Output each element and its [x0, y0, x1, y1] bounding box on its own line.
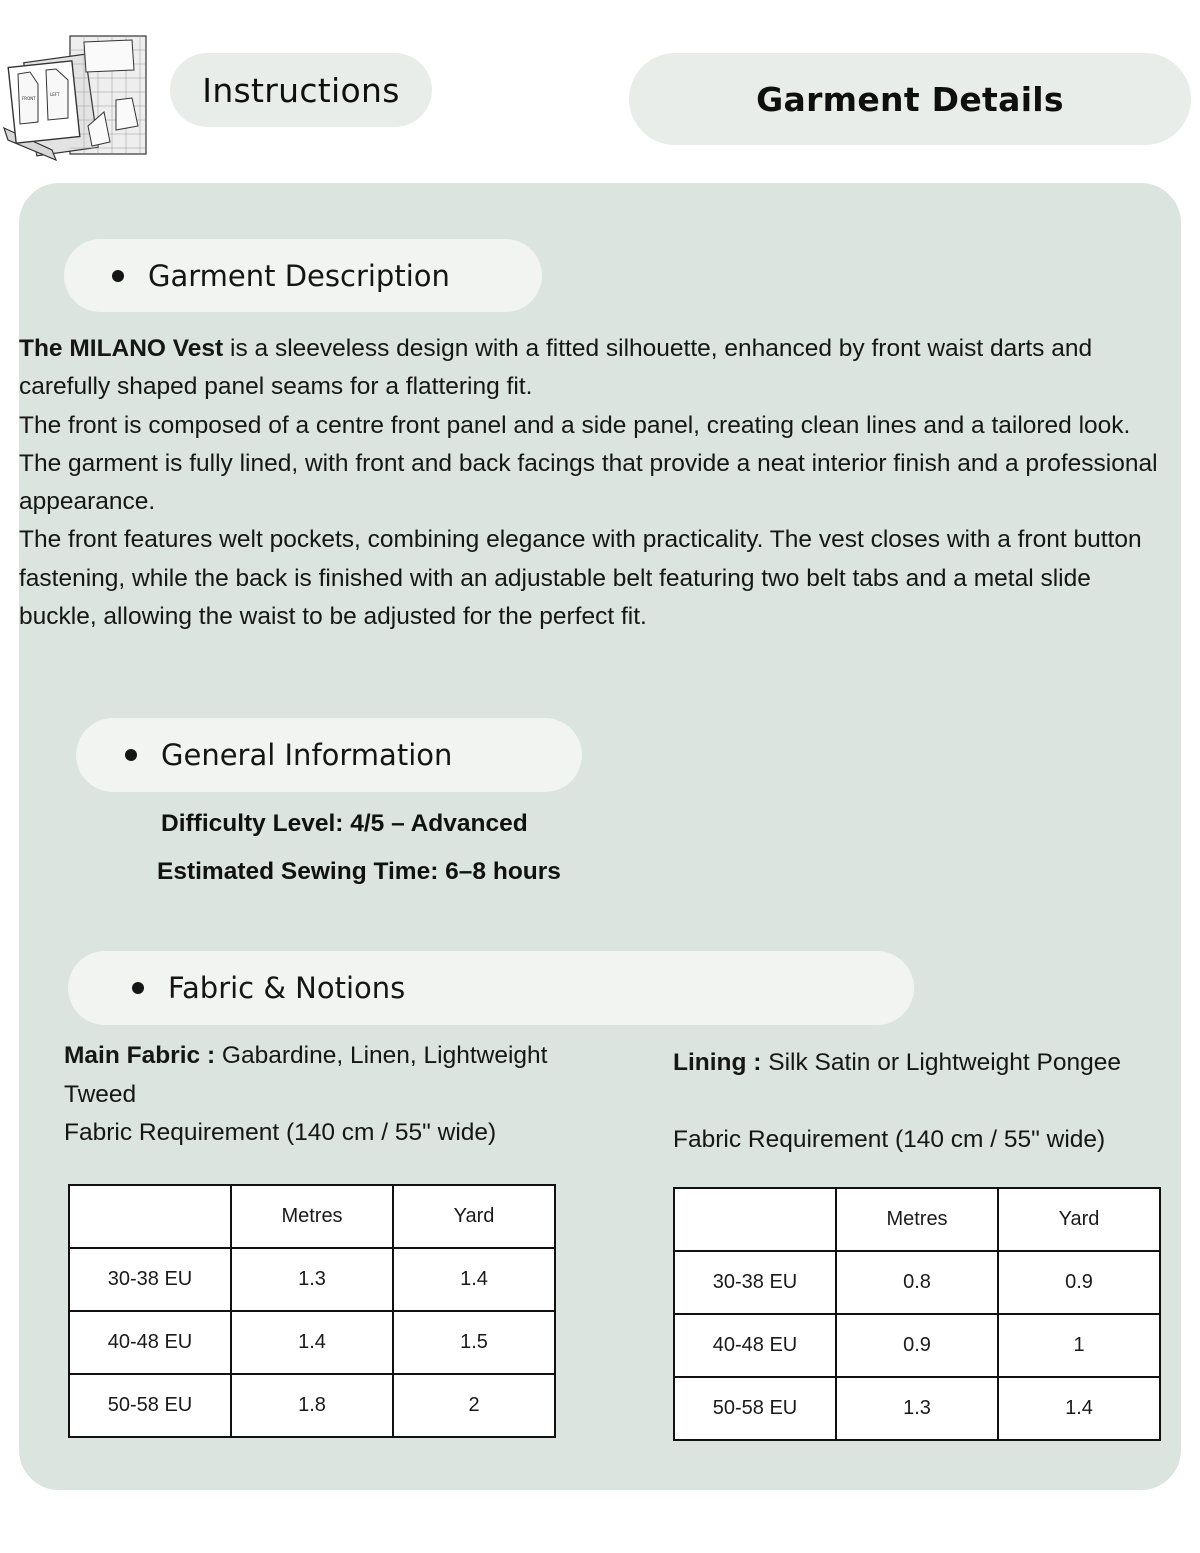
garment-description-text	[19, 330, 1169, 636]
metres-cell: 1.3	[231, 1248, 393, 1311]
table-row	[69, 1311, 555, 1374]
metres-cell: 1.4	[231, 1311, 393, 1374]
bullet-icon	[132, 982, 144, 994]
table-header-cell: Yard	[393, 1185, 555, 1248]
size-cell: 40-48 EU	[674, 1314, 836, 1377]
main-fabric: Main Fabric : Gabardine, Linen, Lightweight Tweed	[64, 1042, 548, 1108]
yard-cell: 1.4	[393, 1248, 555, 1311]
lining-fabric-table	[673, 1187, 1161, 1441]
lining-fabric: Lining : Silk Satin or Lightweight Pongee	[673, 1049, 1122, 1076]
svg-text:FRONT: FRONT	[22, 96, 36, 101]
metres-cell: 1.8	[231, 1374, 393, 1437]
difficulty-level: Difficulty Level: 4/5 – Advanced	[161, 810, 528, 837]
table-header-cell	[674, 1188, 836, 1251]
size-cell: 30-38 EU	[674, 1251, 836, 1314]
sewing-time: Estimated Sewing Time: 6–8 hours	[157, 858, 561, 885]
bullet-icon	[125, 749, 137, 761]
metres-cell: 0.8	[836, 1251, 998, 1314]
section-fabric-notions	[68, 951, 914, 1025]
pattern-logo-icon	[0, 30, 152, 162]
table-header-cell: Yard	[998, 1188, 1160, 1251]
instructions-tab[interactable]	[170, 53, 432, 127]
table-row	[674, 1251, 1160, 1314]
yard-cell: 1.4	[998, 1377, 1160, 1440]
description-paragraph: The front features welt pockets, combining elegance with practicality. The vest closes with a front button fastening, while the back is finished with an adjustable belt featuring two belt tabs and a metal slide buckle, allowing the waist to be adjusted for the perfect fit.	[19, 526, 1142, 631]
section-title: Garment Description	[148, 258, 450, 293]
table-header-row	[674, 1188, 1160, 1251]
table-header-cell: Metres	[836, 1188, 998, 1251]
size-cell: 50-58 EU	[69, 1374, 231, 1437]
yard-cell: 0.9	[998, 1251, 1160, 1314]
table-header-cell: Metres	[231, 1185, 393, 1248]
table-header-cell	[69, 1185, 231, 1248]
garment-details-label: Garment Details	[756, 79, 1064, 119]
size-cell: 30-38 EU	[69, 1248, 231, 1311]
section-garment-description	[64, 239, 542, 312]
instructions-label: Instructions	[202, 70, 400, 110]
garment-details-tab[interactable]	[629, 53, 1191, 145]
table-header-row	[69, 1185, 555, 1248]
yard-cell: 1	[998, 1314, 1160, 1377]
table-row	[674, 1377, 1160, 1440]
metres-cell: 1.3	[836, 1377, 998, 1440]
bullet-icon	[112, 270, 124, 282]
table-row	[674, 1314, 1160, 1377]
table-row	[69, 1248, 555, 1311]
size-cell: 50-58 EU	[674, 1377, 836, 1440]
section-general-information	[76, 718, 582, 792]
main-fabric-table	[68, 1184, 556, 1438]
metres-cell: 0.9	[836, 1314, 998, 1377]
description-paragraph: The MILANO Vest is a sleeveless design with a fitted silhouette, enhanced by front waist darts and carefully shaped panel seams for a flattering fit.	[19, 335, 1093, 401]
size-cell: 40-48 EU	[69, 1311, 231, 1374]
svg-text:LEFT: LEFT	[50, 92, 60, 97]
main-fabric-requirement: Fabric Requirement (140 cm / 55" wide)	[64, 1119, 497, 1146]
section-title: General Information	[161, 738, 453, 772]
section-title: Fabric & Notions	[168, 971, 406, 1005]
yard-cell: 1.5	[393, 1311, 555, 1374]
yard-cell: 2	[393, 1374, 555, 1437]
table-row	[69, 1374, 555, 1437]
garment-name: The MILANO Vest	[19, 335, 224, 362]
description-paragraph: The front is composed of a centre front panel and a side panel, creating clean lines and a tailored look. The garment is fully lined, with front and back facings that provide a neat interior finish and a professional appearance.	[19, 411, 1158, 516]
lining-fabric-requirement: Fabric Requirement (140 cm / 55" wide)	[673, 1126, 1106, 1153]
